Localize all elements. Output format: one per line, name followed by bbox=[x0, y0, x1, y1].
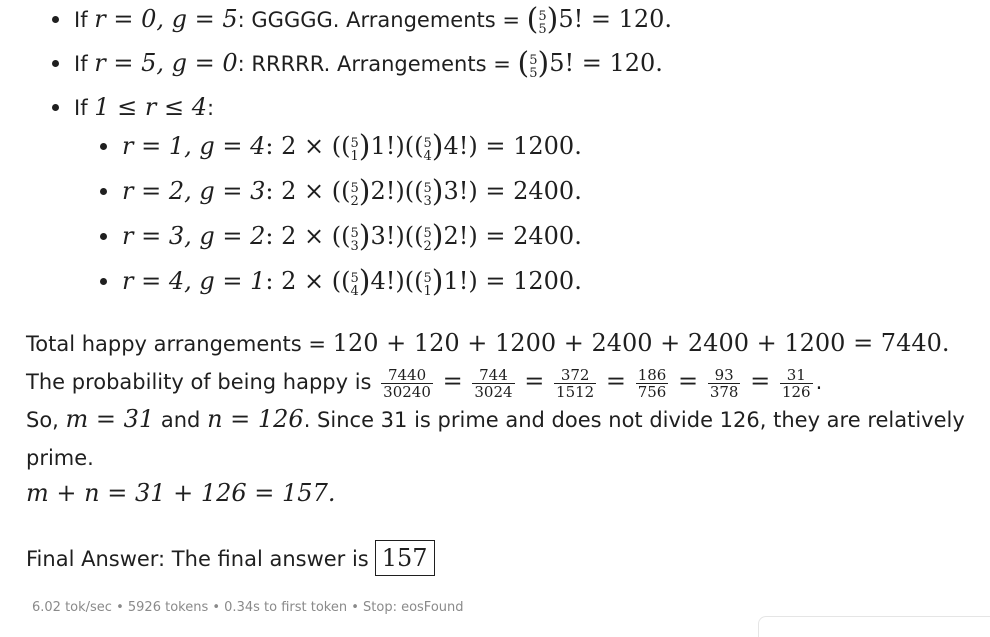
math-condition: r = 3, g = 2 bbox=[122, 222, 266, 250]
binomial: 5 3) bbox=[423, 174, 444, 209]
binomial: 5 4) bbox=[423, 129, 444, 164]
fraction: $\frac{744}{3024}$ bbox=[474, 365, 513, 401]
math-result: 5! = 120. bbox=[549, 49, 663, 77]
list-item: If 1 ≤ r ≤ 4: bbox=[74, 93, 215, 121]
probability-line: The probability of being happy is $\frac{7440}{30240}$ = $\frac{744}{3024}$ = $\frac{372}{1512}$ = $\frac{186}{756}$ = $\frac{93}{378}$ = $\frac{31}{126}$ . bbox=[26, 365, 823, 401]
list-item: r = 4, g = 1: 2 × ((5 4)4!)((5 1)1!) = 1200. bbox=[122, 264, 582, 299]
if-text: If bbox=[74, 52, 88, 76]
list-item: r = 1, g = 4: 2 × ((5 1)1!)((5 4)4!) = 1200. bbox=[122, 129, 582, 164]
final-answer-label: Final Answer: The final answer is bbox=[26, 547, 369, 571]
if-text: If bbox=[74, 8, 88, 32]
prime-line: prime. bbox=[26, 446, 94, 470]
arrangements-label: : GGGGG. Arrangements = bbox=[237, 8, 527, 32]
math-condition: r = 2, g = 3 bbox=[122, 177, 266, 205]
math-condition: r = 1, g = 4 bbox=[122, 132, 266, 160]
total-expression: 120 + 120 + 1200 + 2400 + 2400 + 1200 = 7440. bbox=[332, 329, 950, 357]
binomial: 5 2) bbox=[423, 219, 444, 254]
if-text: If bbox=[74, 96, 88, 120]
generation-stats: 6.02 tok/sec • 5926 tokens • 0.34s to first token • Stop: eosFound bbox=[32, 600, 464, 615]
binomial: (5 5) bbox=[526, 2, 559, 37]
math-condition: 1 ≤ r ≤ 4 bbox=[94, 93, 208, 121]
total-line: Total happy arrangements = 120 + 120 + 1200 + 2400 + 2400 + 1200 = 7440. bbox=[26, 329, 950, 357]
fraction: $\frac{31}{126}$ bbox=[781, 365, 811, 401]
sum-line bbox=[26, 478, 335, 509]
fraction: $\frac{7440}{30240}$ bbox=[383, 365, 431, 401]
binomial: 5 3) bbox=[350, 219, 371, 254]
fraction: $\frac{372}{1512}$ bbox=[556, 365, 595, 401]
list-item: r = 3, g = 2: 2 × ((5 3)3!)((5 2)2!) = 2400. bbox=[122, 219, 582, 254]
math-condition: r = 5, g = 0 bbox=[94, 49, 238, 77]
binomial: 5 1) bbox=[350, 129, 371, 164]
final-answer-box: 157 bbox=[375, 540, 435, 576]
so-line: So, m = 31 and n = 126. Since 31 is prime and does not divide 126, they are relatively bbox=[26, 405, 965, 433]
binomial: 5 1) bbox=[423, 264, 444, 299]
input-panel-corner bbox=[758, 616, 990, 637]
sum-expression: m + n = 31 + 126 = 157. bbox=[26, 479, 336, 507]
m-value: m = 31 bbox=[65, 405, 155, 433]
binomial: 5 4) bbox=[350, 264, 371, 299]
list-item bbox=[74, 48, 663, 81]
list-item: r = 2, g = 3: 2 × ((5 2)2!)((5 3)3!) = 2400. bbox=[122, 174, 582, 209]
n-value: n = 126 bbox=[207, 405, 304, 433]
arrangements-label: : RRRRR. Arrangements = bbox=[237, 52, 518, 76]
final-answer bbox=[26, 540, 435, 577]
math-condition: r = 4, g = 1 bbox=[122, 267, 266, 295]
binomial: (5 5) bbox=[517, 46, 550, 81]
math-result: 5! = 120. bbox=[558, 5, 673, 33]
list-item bbox=[74, 4, 672, 37]
binomial: 5 2) bbox=[350, 174, 371, 209]
fraction: $\frac{186}{756}$ bbox=[637, 365, 667, 401]
math-condition: r = 0, g = 5 bbox=[94, 5, 238, 33]
fraction: $\frac{93}{378}$ bbox=[709, 365, 739, 401]
